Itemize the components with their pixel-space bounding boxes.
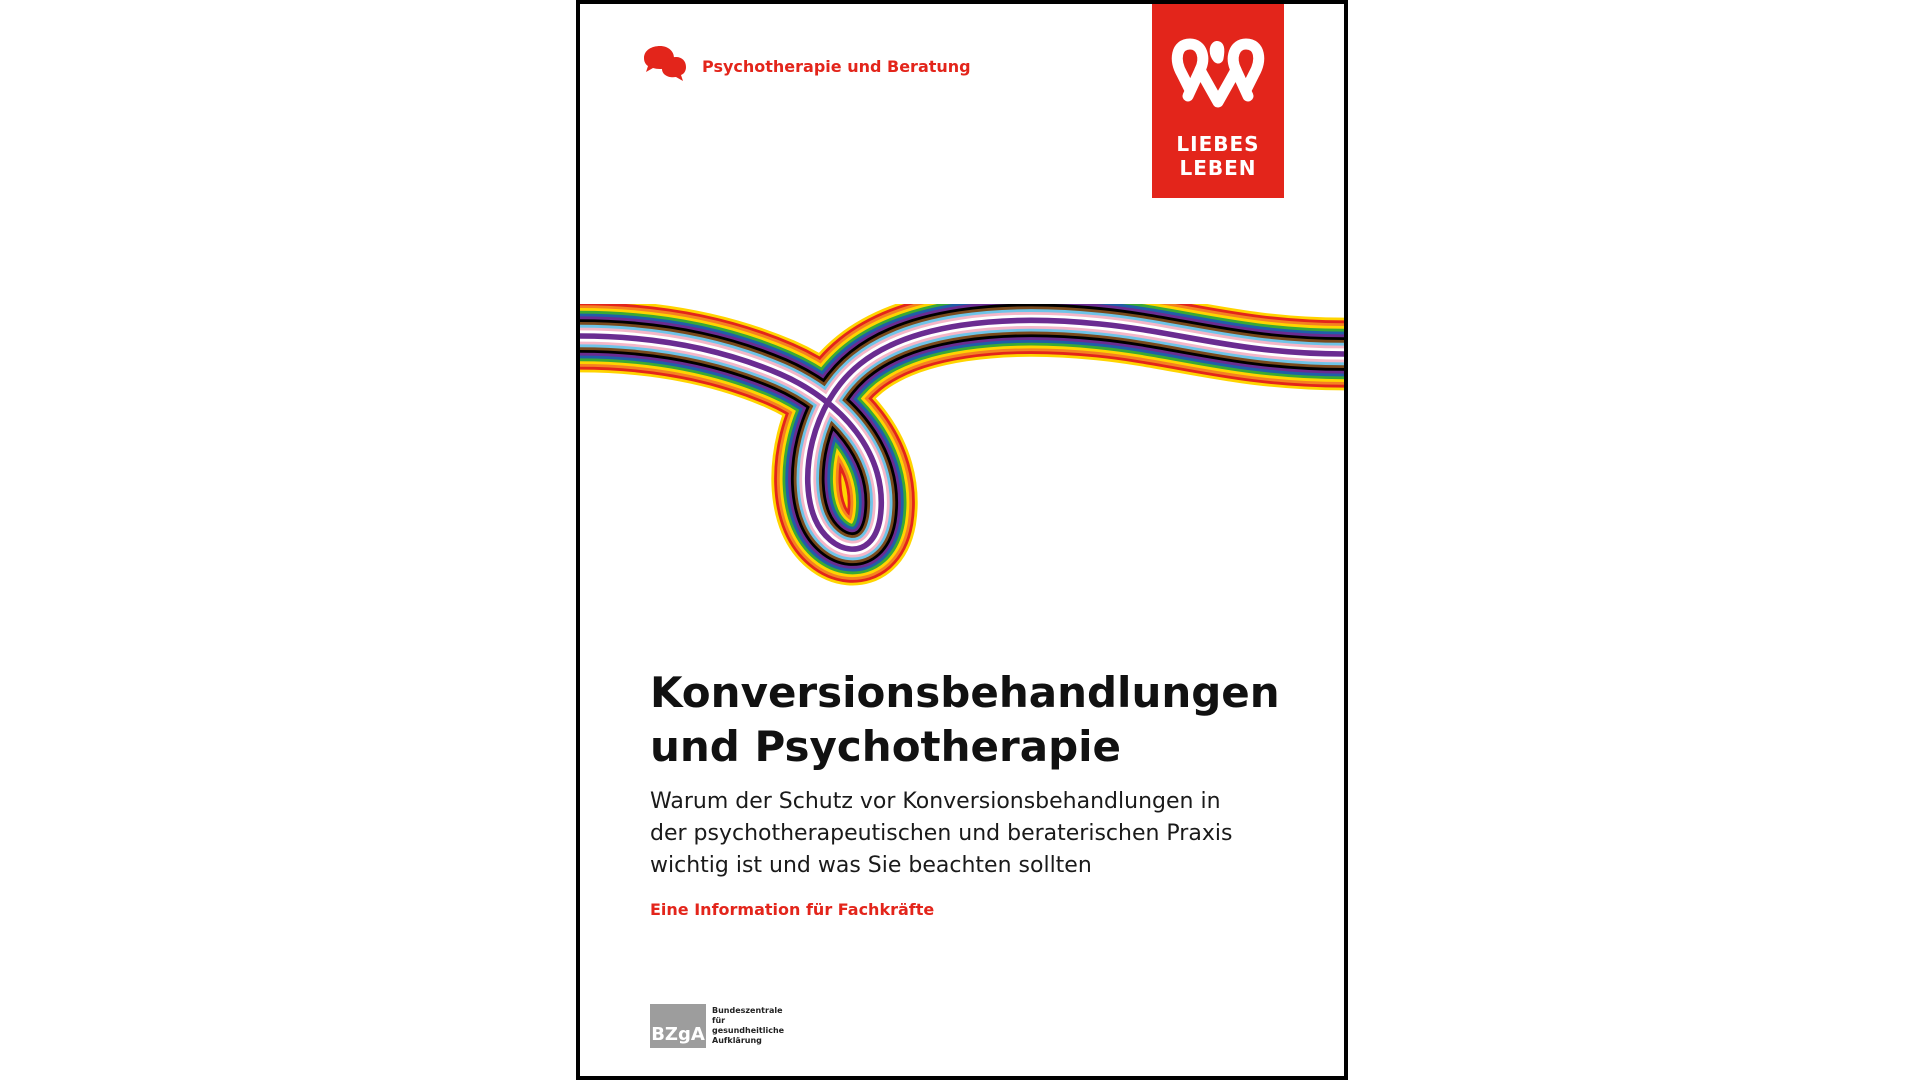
category-tag: [640, 44, 971, 88]
rainbow-ribbon-illustration: [580, 304, 1344, 654]
bzga-abbr: BZgA: [650, 1004, 706, 1048]
subtitle: [650, 786, 1270, 882]
brochure-cover: [576, 0, 1348, 1080]
audience-label: Eine Information für Fachkräfte: [650, 900, 935, 919]
liebesleben-logo-icon: [1152, 18, 1284, 128]
subtitle-line-1: Warum der Schutz vor Konversionsbehandlungen in: [650, 789, 1221, 814]
subtitle-line-2: der psychotherapeutischen und beraterischen Praxis: [650, 821, 1233, 846]
title-line-1: Konversionsbehandlungen: [650, 668, 1280, 717]
page-title: [650, 666, 1330, 774]
brand-name-line-2: LEBEN: [1179, 156, 1257, 180]
speech-bubbles-icon: [640, 44, 688, 88]
subtitle-line-3: wichtig ist und was Sie beachten sollten: [650, 853, 1092, 878]
category-label: Psychotherapie und Beratung: [702, 56, 971, 76]
brand-logo: [1152, 4, 1284, 198]
title-line-2: und Psychotherapie: [650, 722, 1122, 771]
brand-name-line-1: LIEBES: [1176, 132, 1260, 156]
publisher-name: Bundeszentrale für gesundheitliche Aufklärung: [712, 1006, 785, 1045]
publisher-logo: [650, 1004, 784, 1048]
